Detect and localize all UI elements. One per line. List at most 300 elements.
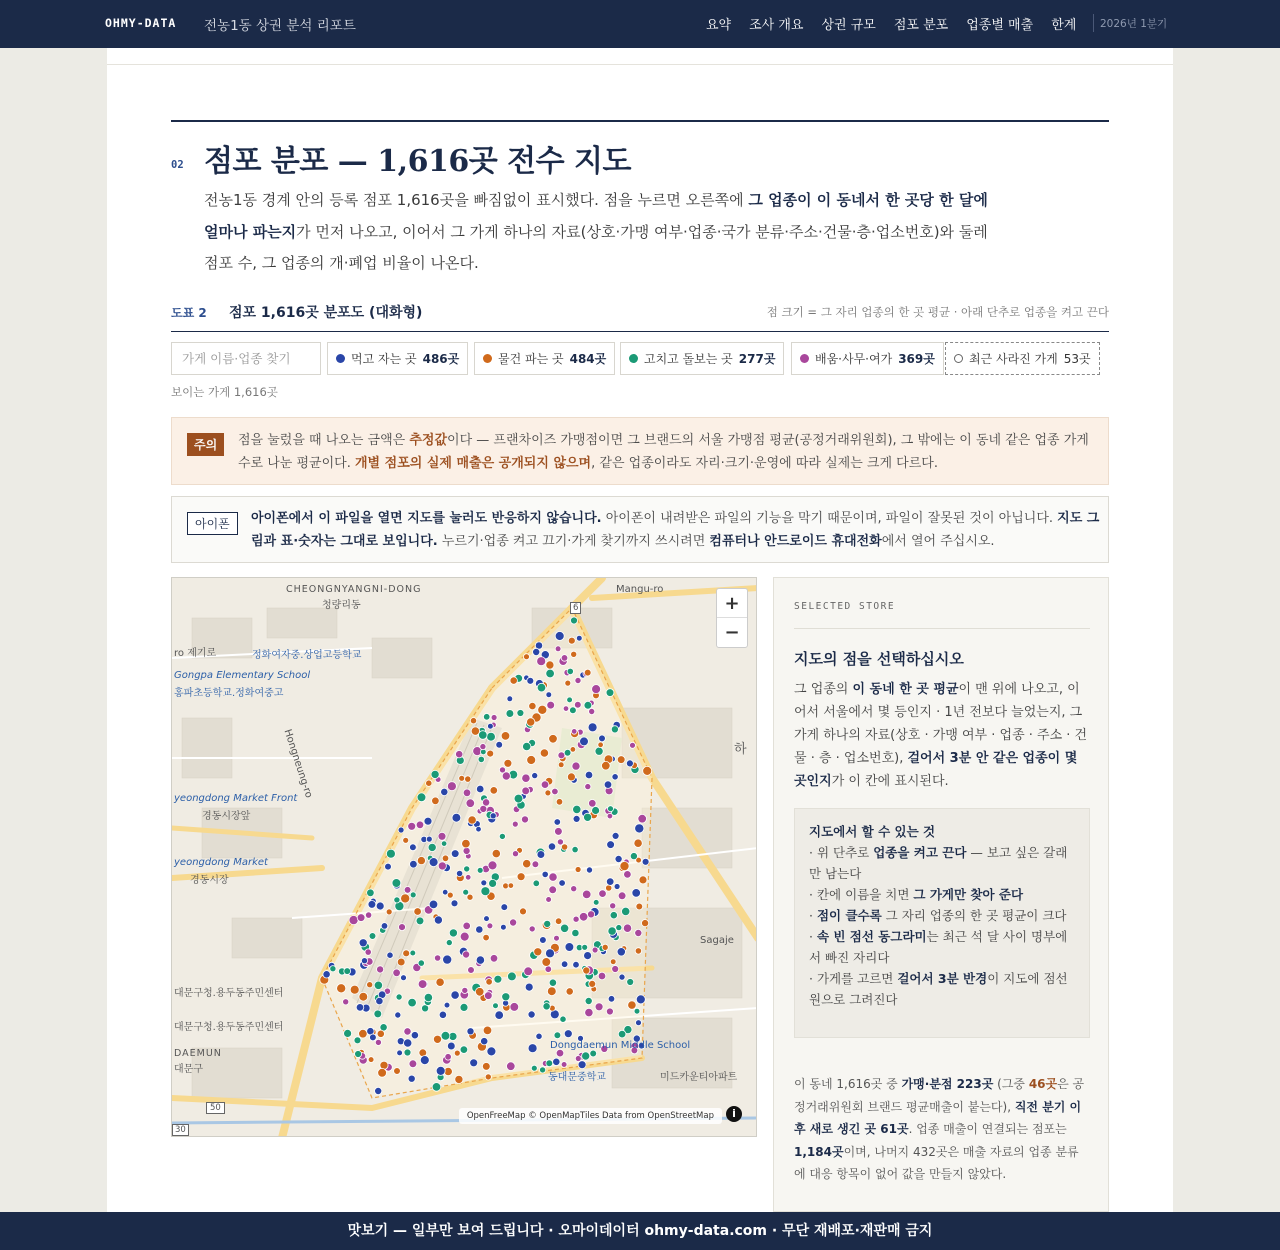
filter-chip-retail[interactable]: [474, 342, 615, 375]
store-marker[interactable]: [622, 907, 630, 915]
store-marker[interactable]: [483, 714, 490, 721]
store-marker[interactable]: [571, 617, 578, 624]
store-marker[interactable]: [585, 771, 593, 779]
store-marker[interactable]: [374, 1010, 382, 1018]
store-marker[interactable]: [476, 826, 482, 832]
store-marker[interactable]: [575, 867, 581, 873]
store-marker[interactable]: [618, 1030, 626, 1038]
store-marker[interactable]: [612, 966, 619, 973]
store-marker[interactable]: [491, 715, 497, 721]
store-marker[interactable]: [467, 1028, 474, 1035]
store-marker[interactable]: [575, 1056, 581, 1062]
store-marker[interactable]: [595, 747, 603, 755]
store-marker[interactable]: [494, 975, 502, 983]
store-marker[interactable]: [365, 949, 371, 955]
store-marker[interactable]: [636, 995, 645, 1004]
store-marker[interactable]: [608, 996, 615, 1003]
store-marker[interactable]: [489, 879, 497, 887]
store-marker[interactable]: [365, 912, 371, 918]
store-marker[interactable]: [417, 857, 425, 865]
store-marker[interactable]: [483, 934, 490, 941]
store-marker[interactable]: [533, 648, 540, 655]
store-marker[interactable]: [356, 1004, 364, 1012]
store-marker[interactable]: [522, 774, 530, 782]
filter-chip-repair-care[interactable]: [620, 342, 784, 375]
store-marker[interactable]: [623, 924, 631, 932]
store-marker[interactable]: [416, 917, 424, 925]
store-marker[interactable]: [441, 1031, 450, 1040]
store-marker[interactable]: [478, 756, 484, 762]
store-marker[interactable]: [584, 669, 591, 676]
store-marker[interactable]: [588, 723, 597, 732]
store-marker[interactable]: [344, 968, 351, 975]
store-marker[interactable]: [545, 966, 552, 973]
store-marker[interactable]: [503, 883, 509, 889]
filter-chip-food-lodging[interactable]: [327, 342, 468, 375]
store-marker[interactable]: [462, 839, 471, 848]
store-marker[interactable]: [350, 985, 359, 994]
store-marker[interactable]: [490, 813, 496, 819]
store-marker[interactable]: [451, 900, 458, 907]
store-marker[interactable]: [546, 661, 554, 669]
store-marker[interactable]: [404, 1049, 411, 1056]
store-marker[interactable]: [592, 807, 600, 815]
store-marker[interactable]: [599, 890, 607, 898]
store-marker[interactable]: [447, 782, 456, 791]
store-marker[interactable]: [549, 735, 558, 744]
store-marker[interactable]: [463, 789, 471, 797]
store-marker[interactable]: [540, 749, 548, 757]
store-marker[interactable]: [630, 853, 637, 860]
store-marker[interactable]: [546, 949, 555, 958]
store-marker[interactable]: [488, 861, 497, 870]
store-marker[interactable]: [481, 887, 490, 896]
store-marker[interactable]: [426, 836, 432, 842]
store-marker[interactable]: [454, 1050, 460, 1056]
store-marker[interactable]: [359, 992, 368, 1001]
store-marker[interactable]: [575, 677, 581, 683]
store-marker[interactable]: [476, 956, 484, 964]
store-marker[interactable]: [542, 871, 548, 877]
store-marker[interactable]: [567, 697, 573, 703]
store-marker[interactable]: [541, 781, 549, 789]
store-marker[interactable]: [394, 897, 400, 903]
store-marker[interactable]: [606, 689, 614, 697]
store-marker[interactable]: [416, 821, 424, 829]
store-marker[interactable]: [612, 832, 619, 839]
store-marker[interactable]: [537, 683, 546, 692]
store-marker[interactable]: [606, 885, 612, 891]
nav-item-limitations[interactable]: 한계: [1051, 18, 1077, 33]
store-marker[interactable]: [499, 833, 505, 839]
store-marker[interactable]: [570, 707, 577, 714]
store-marker[interactable]: [604, 781, 612, 789]
store-marker[interactable]: [626, 760, 633, 767]
zoom-out-button[interactable]: −: [724, 622, 740, 643]
store-marker[interactable]: [490, 787, 498, 795]
store-marker[interactable]: [639, 876, 647, 884]
store-marker[interactable]: [586, 867, 592, 873]
store-marker[interactable]: [420, 1056, 429, 1065]
store-marker[interactable]: [546, 669, 555, 678]
store-marker[interactable]: [573, 916, 579, 922]
store-marker[interactable]: [470, 718, 476, 724]
store-marker[interactable]: [602, 944, 608, 950]
store-marker[interactable]: [367, 982, 373, 988]
store-marker[interactable]: [549, 979, 556, 986]
store-marker[interactable]: [432, 1083, 441, 1092]
store-marker[interactable]: [432, 797, 440, 805]
store-marker[interactable]: [460, 1046, 468, 1054]
store-marker[interactable]: [584, 813, 592, 821]
store-marker[interactable]: [463, 951, 470, 958]
store-marker[interactable]: [628, 1001, 636, 1009]
store-marker[interactable]: [608, 806, 614, 812]
nav-item-store-distribution[interactable]: 점포 분포: [893, 18, 949, 33]
store-marker[interactable]: [343, 999, 349, 1005]
store-marker[interactable]: [375, 1087, 382, 1094]
store-marker[interactable]: [433, 1035, 441, 1043]
store-marker[interactable]: [561, 844, 567, 850]
store-marker[interactable]: [638, 814, 647, 823]
store-marker[interactable]: [465, 875, 471, 881]
store-marker[interactable]: [521, 816, 528, 823]
store-marker[interactable]: [476, 926, 483, 933]
store-marker[interactable]: [571, 729, 577, 735]
store-marker[interactable]: [361, 958, 367, 964]
store-marker[interactable]: [395, 1012, 401, 1018]
store-marker[interactable]: [635, 929, 642, 936]
store-marker[interactable]: [510, 919, 517, 926]
store-marker[interactable]: [501, 732, 510, 741]
store-marker[interactable]: [385, 863, 392, 870]
store-marker[interactable]: [357, 914, 365, 922]
store-marker[interactable]: [598, 972, 606, 980]
store-marker[interactable]: [344, 1029, 352, 1037]
store-marker[interactable]: [323, 971, 330, 978]
store-marker[interactable]: [394, 1068, 401, 1075]
store-marker[interactable]: [573, 815, 580, 822]
store-marker[interactable]: [418, 980, 427, 989]
store-marker[interactable]: [442, 855, 449, 862]
store-marker[interactable]: [614, 884, 620, 890]
store-marker[interactable]: [553, 1058, 560, 1065]
store-marker[interactable]: [410, 950, 416, 956]
store-marker[interactable]: [447, 1042, 455, 1050]
store-marker[interactable]: [512, 821, 518, 827]
store-marker[interactable]: [408, 1075, 415, 1082]
store-marker[interactable]: [607, 813, 613, 819]
store-marker[interactable]: [528, 1011, 535, 1018]
store-marker[interactable]: [397, 958, 405, 966]
store-marker[interactable]: [617, 756, 625, 764]
store-marker[interactable]: [546, 897, 552, 903]
store-marker[interactable]: [573, 961, 580, 968]
store-marker[interactable]: [634, 1008, 640, 1014]
zoom-in-button[interactable]: +: [717, 589, 747, 618]
store-marker[interactable]: [483, 1026, 492, 1035]
store-marker[interactable]: [508, 883, 514, 889]
store-marker[interactable]: [572, 929, 579, 936]
store-marker[interactable]: [399, 924, 406, 931]
store-marker[interactable]: [636, 903, 643, 910]
store-marker[interactable]: [610, 912, 617, 919]
store-marker[interactable]: [610, 903, 616, 909]
store-marker[interactable]: [444, 1002, 450, 1008]
store-marker[interactable]: [582, 944, 588, 950]
store-marker[interactable]: [377, 966, 384, 973]
store-marker[interactable]: [567, 773, 575, 781]
store-marker[interactable]: [451, 850, 459, 858]
store-marker[interactable]: [555, 828, 563, 836]
store-marker[interactable]: [632, 889, 641, 898]
store-marker[interactable]: [508, 972, 517, 981]
store-marker[interactable]: [585, 784, 591, 790]
store-marker[interactable]: [536, 1033, 542, 1039]
store-marker[interactable]: [564, 1030, 572, 1038]
store-marker[interactable]: [337, 984, 346, 993]
store-marker[interactable]: [618, 892, 626, 900]
store-marker[interactable]: [481, 1038, 488, 1045]
store-marker[interactable]: [434, 916, 442, 924]
store-marker[interactable]: [627, 979, 634, 986]
store-marker[interactable]: [414, 908, 422, 916]
store-marker[interactable]: [436, 1066, 445, 1075]
store-marker[interactable]: [592, 947, 598, 953]
store-marker[interactable]: [417, 793, 426, 802]
store-marker[interactable]: [615, 855, 622, 862]
store-marker[interactable]: [456, 870, 462, 876]
store-marker[interactable]: [538, 705, 547, 714]
store-marker[interactable]: [492, 849, 500, 857]
store-marker[interactable]: [501, 904, 508, 911]
store-marker[interactable]: [560, 924, 568, 932]
store-marker[interactable]: [484, 992, 492, 1000]
store-marker[interactable]: [496, 741, 503, 748]
store-marker[interactable]: [424, 817, 432, 825]
store-marker[interactable]: [642, 858, 649, 865]
store-marker[interactable]: [386, 909, 392, 915]
store-marker[interactable]: [558, 762, 564, 768]
store-marker[interactable]: [548, 843, 555, 850]
store-marker[interactable]: [584, 701, 592, 709]
store-marker[interactable]: [517, 873, 525, 881]
store-marker[interactable]: [368, 901, 376, 909]
store-marker[interactable]: [468, 816, 476, 824]
store-marker[interactable]: [566, 988, 573, 995]
store-marker[interactable]: [451, 991, 459, 999]
store-marker[interactable]: [396, 994, 402, 1000]
store-marker[interactable]: [555, 646, 561, 652]
store-marker[interactable]: [480, 744, 486, 750]
store-marker[interactable]: [589, 800, 597, 808]
store-marker[interactable]: [462, 987, 468, 993]
store-marker[interactable]: [441, 841, 447, 847]
store-marker[interactable]: [381, 923, 388, 930]
store-marker[interactable]: [630, 742, 636, 748]
store-marker[interactable]: [401, 894, 410, 903]
store-marker[interactable]: [404, 887, 411, 894]
store-marker[interactable]: [510, 677, 517, 684]
store-marker[interactable]: [377, 1030, 384, 1037]
store-marker[interactable]: [571, 886, 577, 892]
store-marker[interactable]: [565, 680, 571, 686]
store-marker[interactable]: [404, 1028, 411, 1035]
store-marker[interactable]: [479, 731, 488, 740]
store-marker[interactable]: [487, 1047, 496, 1056]
store-marker[interactable]: [464, 866, 470, 872]
store-marker[interactable]: [495, 1011, 504, 1020]
store-marker[interactable]: [431, 770, 439, 778]
store-marker[interactable]: [522, 787, 530, 795]
store-marker[interactable]: [529, 926, 535, 932]
store-marker[interactable]: [398, 827, 404, 833]
store-marker[interactable]: [449, 929, 457, 937]
store-marker[interactable]: [560, 1016, 566, 1022]
store-marker[interactable]: [525, 983, 533, 991]
store-marker[interactable]: [620, 862, 629, 871]
store-marker[interactable]: [545, 790, 551, 796]
store-marker[interactable]: [441, 788, 448, 795]
store-marker[interactable]: [410, 892, 416, 898]
store-marker[interactable]: [487, 732, 496, 741]
store-marker[interactable]: [330, 966, 336, 972]
store-marker[interactable]: [642, 920, 649, 927]
store-marker[interactable]: [561, 1062, 567, 1068]
store-marker[interactable]: [404, 1039, 412, 1047]
store-marker[interactable]: [410, 860, 418, 868]
store-marker[interactable]: [393, 969, 401, 977]
nav-item-overview[interactable]: 조사 개요: [749, 18, 804, 33]
store-marker[interactable]: [517, 710, 524, 717]
store-marker[interactable]: [452, 813, 461, 822]
store-marker[interactable]: [540, 937, 547, 944]
store-marker[interactable]: [572, 846, 578, 852]
store-marker[interactable]: [537, 657, 546, 666]
store-marker[interactable]: [537, 851, 545, 859]
store-marker[interactable]: [527, 718, 535, 726]
store-marker[interactable]: [540, 1067, 546, 1073]
store-marker[interactable]: [528, 1044, 537, 1053]
store-marker[interactable]: [579, 913, 588, 922]
store-marker[interactable]: [559, 880, 566, 887]
store-marker[interactable]: [573, 805, 581, 813]
store-marker[interactable]: [607, 841, 615, 849]
store-marker[interactable]: [554, 819, 561, 826]
store-marker[interactable]: [438, 832, 446, 840]
store-marker[interactable]: [529, 702, 536, 709]
store-marker[interactable]: [501, 924, 507, 930]
store-marker[interactable]: [378, 1068, 387, 1077]
store-marker[interactable]: [514, 794, 523, 803]
store-marker[interactable]: [598, 742, 604, 748]
store-marker[interactable]: [547, 987, 556, 996]
map-attribution[interactable]: OpenFreeMap © OpenMapTiles Data from OpenStreetMap: [459, 1108, 722, 1124]
store-marker[interactable]: [409, 1060, 417, 1068]
store-marker[interactable]: [564, 749, 571, 756]
store-search-input[interactable]: [171, 342, 321, 375]
store-marker[interactable]: [463, 922, 471, 930]
store-marker[interactable]: [460, 1003, 468, 1011]
store-marker[interactable]: [643, 766, 652, 775]
store-marker[interactable]: [446, 940, 452, 946]
store-marker[interactable]: [504, 759, 512, 767]
store-marker[interactable]: [349, 916, 358, 925]
store-marker[interactable]: [434, 955, 440, 961]
store-marker[interactable]: [487, 750, 494, 757]
store-marker[interactable]: [488, 723, 494, 729]
store-marker[interactable]: [429, 900, 438, 909]
store-marker[interactable]: [465, 776, 471, 782]
brand-logo[interactable]: OHMY-DATA: [105, 16, 177, 30]
store-marker[interactable]: [507, 1062, 516, 1071]
store-marker[interactable]: [563, 706, 569, 712]
store-marker[interactable]: [527, 677, 534, 684]
store-marker[interactable]: [602, 761, 611, 770]
store-marker[interactable]: [376, 997, 383, 1004]
store-marker[interactable]: [588, 911, 595, 918]
nav-item-sales-by-industry[interactable]: 업종별 매출: [966, 18, 1034, 33]
store-marker[interactable]: [354, 1037, 361, 1044]
store-marker[interactable]: [510, 1003, 519, 1012]
store-marker[interactable]: [424, 993, 432, 1001]
store-marker[interactable]: [574, 701, 581, 708]
store-marker[interactable]: [617, 948, 625, 956]
store-marker[interactable]: [554, 1032, 561, 1039]
nav-item-summary[interactable]: 요약: [706, 18, 732, 33]
store-marker[interactable]: [555, 632, 564, 641]
store-marker[interactable]: [567, 668, 573, 674]
store-marker[interactable]: [397, 1050, 403, 1056]
store-marker[interactable]: [635, 824, 644, 833]
store-marker[interactable]: [456, 751, 463, 758]
store-marker[interactable]: [524, 654, 530, 660]
store-marker[interactable]: [582, 1052, 590, 1060]
store-marker[interactable]: [546, 692, 552, 698]
store-marker[interactable]: [438, 862, 446, 870]
store-marker[interactable]: [484, 916, 490, 922]
store-marker[interactable]: [468, 967, 475, 974]
store-marker[interactable]: [524, 967, 533, 976]
store-marker[interactable]: [532, 773, 538, 779]
store-marker[interactable]: [411, 1032, 418, 1039]
store-marker[interactable]: [374, 981, 382, 989]
store-marker[interactable]: [466, 799, 475, 808]
store-marker[interactable]: [610, 959, 616, 965]
store-marker[interactable]: [599, 735, 606, 742]
store-marker[interactable]: [408, 822, 416, 830]
store-marker[interactable]: [355, 1051, 362, 1058]
store-marker[interactable]: [616, 925, 622, 931]
store-marker[interactable]: [386, 849, 395, 858]
store-marker[interactable]: [634, 839, 642, 847]
store-marker[interactable]: [565, 943, 574, 952]
store-marker[interactable]: [487, 923, 493, 929]
store-marker[interactable]: [619, 974, 625, 980]
store-marker[interactable]: [375, 1039, 381, 1045]
store-marker[interactable]: [542, 958, 551, 967]
store-marker[interactable]: [512, 851, 518, 857]
filter-chip-education-office-leisure[interactable]: [791, 342, 944, 375]
store-marker[interactable]: [368, 1057, 374, 1063]
store-marker[interactable]: [595, 1003, 603, 1011]
store-marker[interactable]: [359, 1029, 368, 1038]
store-marker[interactable]: [460, 932, 469, 941]
store-marker[interactable]: [552, 788, 559, 795]
store-marker[interactable]: [561, 655, 568, 662]
store-marker[interactable]: [463, 847, 470, 854]
store-map[interactable]: [171, 577, 757, 1137]
